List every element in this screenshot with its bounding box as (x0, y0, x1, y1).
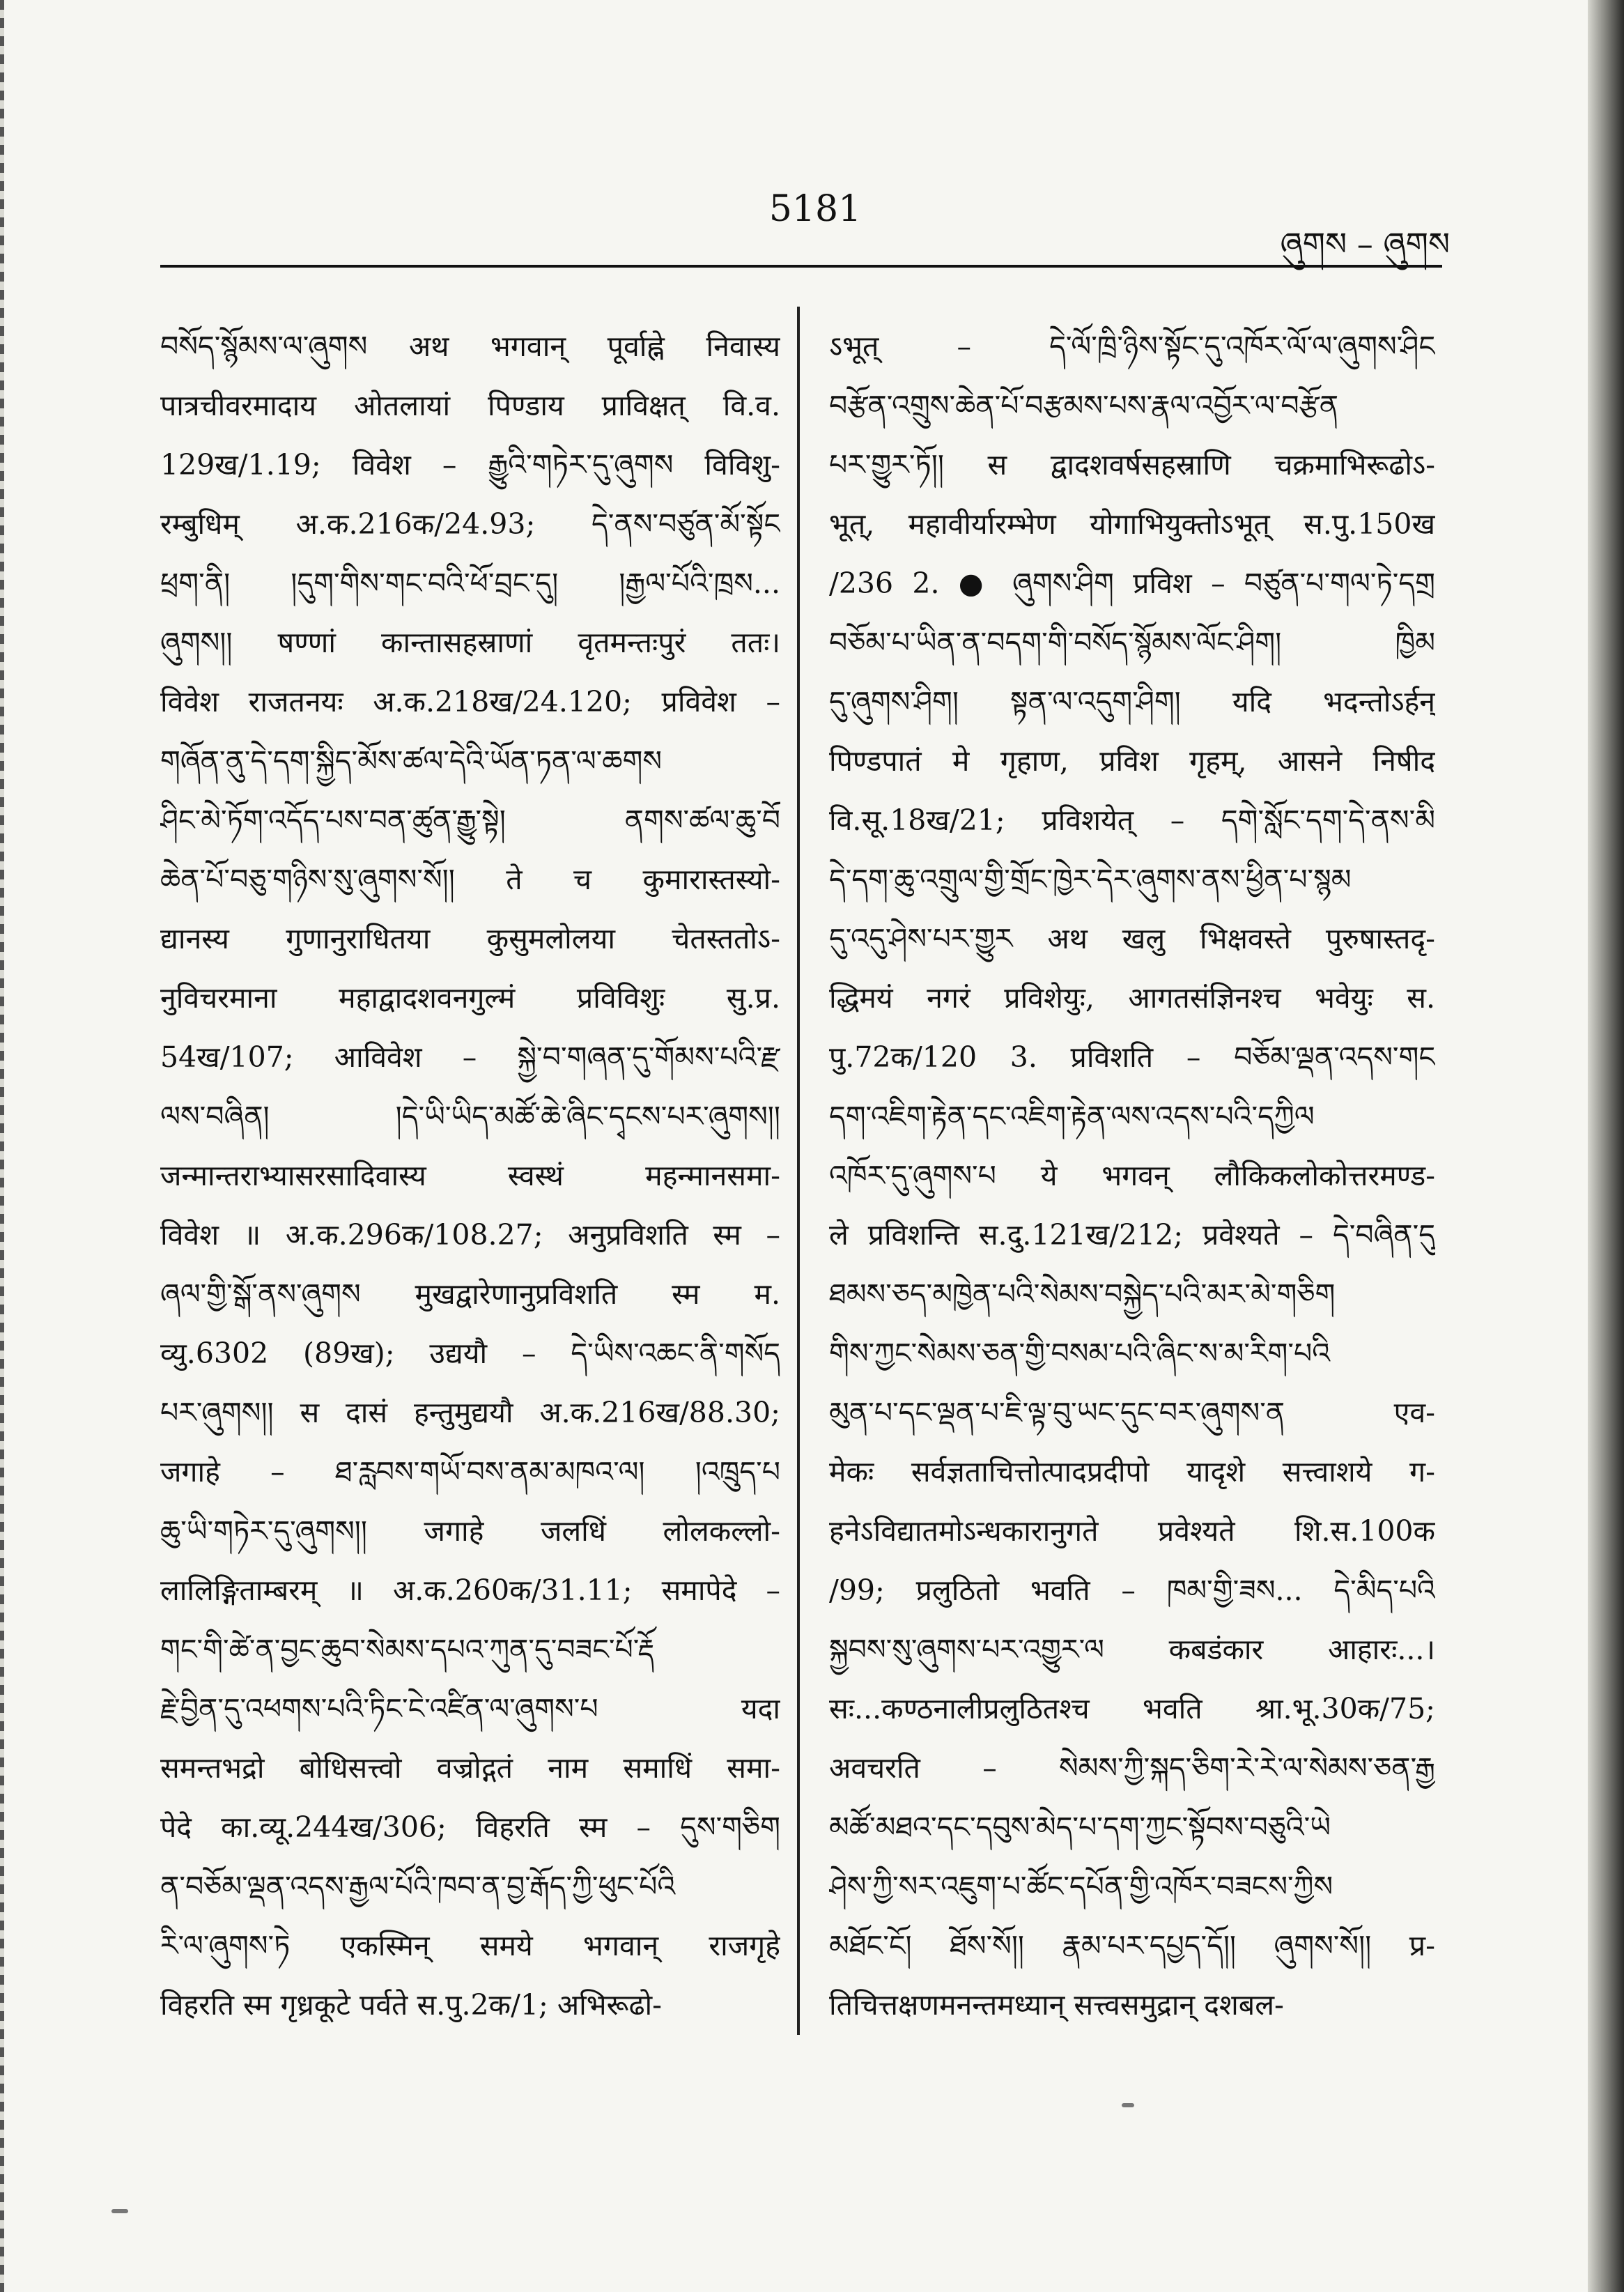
text-line: པར་གྱུར་ཏོ།། स द्वादशवर्षसहस्राणि चक्रमाभिरूढोऽ- (829, 448, 1435, 482)
text-line: लालिङ्गिताम्बरम् ॥ अ.क.260क/31.11; समापेदे – (160, 1574, 780, 1607)
text-line: जन्मान्तराभ्यासरसादिवास्य स्वस्थं महन्मानसमा- (160, 1159, 780, 1192)
text-line: ཆེན་པོ་བཅུ་གཉིས་སུ་ཞུགས་སོ།། ते च कुमारास्तस्यो- (160, 863, 780, 896)
text-line: मेकः सर्वज्ञताचित्तोत्पादप्रदीपो यादृशे सत्त्वाशये ग- (829, 1455, 1435, 1489)
running-head: ཞུགས – ཞུགས (1280, 225, 1450, 263)
text-line: पिण्डपातं मे गृहाण, प्रविश गृहम्, आसने निषीद (829, 744, 1435, 778)
text-line: वि.सू.18ख/21; प्रविशयेत् – དགེ་སློང་དག་དེ་ནས་མི (829, 803, 1435, 837)
scan-left-edge (0, 0, 4, 2292)
text-line: समन्तभद्रो बोधिसत्त्वो वज्रोद्गतं नाम समाधिं समा- (160, 1751, 780, 1785)
text-line: བཅོམ་པ་ཡིན་ན་བདག་གི་བསོད་སྙོམས་ལོང་ཤིག། ཁྱིམ (829, 626, 1435, 659)
right-column (829, 317, 1435, 2035)
text-line: ऽभूत् – དེ་ལོ་ཁྲི་ཉིས་སྟོང་དུ་འཁོར་ལོ་ལ་ཞུགས་ཤིང (829, 330, 1435, 363)
text-line: རི་ལ་ཞུགས་ཏེ एकस्मिन् समये भगवान् राजगृहे (160, 1929, 780, 1962)
text-line: ཕྲག་ནི། །དུག་གིས་གང་བའི་ཕོ་བྲང་དུ། །རྒྱལ་པོའི་ཁྲས... (160, 567, 780, 600)
text-line: पात्रचीवरमादाय ओतलायां पिण्डाय प्राविक्षत् वि.व. (160, 389, 780, 422)
text-line: ཐམས་ཅད་མཁྱེན་པའི་སེམས་བསྐྱེད་པའི་མར་མེ་གཅིག (829, 1277, 1336, 1311)
left-column (160, 317, 780, 2035)
text-line: འཁོར་དུ་ཞུགས་པ ये भगवन् लौकिकलोकोत्तरमण्ड- (829, 1159, 1435, 1192)
text-line: དུ་འདུ་ཤེས་པར་གྱུར अथ खलु भिक्षवस्ते पुरुषास्तदृ- (829, 922, 1435, 955)
text-line: 129ख/1.19; विवेश – རྒྱུའི་གཏེར་དུ་ཞུགས विविशु- (160, 448, 780, 482)
scan-mark (1122, 2103, 1134, 2107)
text-line: མུན་པ་དང་ལྡན་པ་ཇི་ལྟ་བུ་ཡང་དུང་བར་ཞུགས་ན एव- (829, 1396, 1435, 1429)
text-line: पु.72क/120 3. प्रविशति – བཅོམ་ལྡན་འདས་གང (829, 1040, 1435, 1074)
text-line: विवेश राजतनयः अ.क.218ख/24.120; प्रविवेश – (160, 685, 780, 718)
text-line: མཐོང་ངོ། ཐོས་སོ།། རྣམ་པར་དཔྱད་དོ།། ཞུགས་སོ།། प्र- (829, 1929, 1435, 1962)
text-line: ལས་བཞིན། །དེ་ཡི་ཡིད་མཚོ་ཆེ་ཞིང་དྭངས་པར་ཞུགས།། (160, 1100, 780, 1133)
header-rule (160, 265, 1442, 268)
text-line: विहरति स्म गृध्रकूटे पर्वते स.पु.2क/1; अभिरूढो- (160, 1988, 663, 2022)
text-line: ཞུགས།། षण्णां कान्तासहस्राणां वृतमन्तःपुरं ततः। (160, 626, 780, 659)
text-line: व्यु.6302 (89ख); उद्ययौ – དེ་ཡིས་འཆང་ནི་གསོད (160, 1337, 780, 1370)
text-line: མཚོ་མཐའ་དང་དབུས་མེད་པ་དག་ཀྱང་སྟོབས་བཅུའི་ཡེ (829, 1810, 1331, 1844)
text-line: हनेऽविद्यातमोऽन्धकारानुगते प्रवेश्यते शि.स.100क (829, 1514, 1435, 1548)
text-line: सः...कण्ठनालीप्रलुठितश्च भवति श्रा.भू.30क/75; (829, 1692, 1435, 1725)
text-line: रम्बुधिम् अ.क.216क/24.93; དེ་ནས་བཙུན་མོ་སྟོང (160, 507, 780, 541)
text-line: རྗེ་བྱིན་དུ་འཕགས་པའི་ཏིང་ངེ་འཛིན་ལ་ཞུགས་པ यदा (160, 1692, 780, 1725)
book-spine-shadow (1588, 0, 1624, 2292)
text-line: अवचरति – སེམས་ཀྱི་སྐད་ཅིག་རེ་རེ་ལ་སེམས་ཅན་རྒྱ (829, 1751, 1435, 1785)
text-line: གང་གི་ཚེ་ན་བྱང་ཆུབ་སེམས་དཔའ་ཀུན་དུ་བཟང་པོ་རྡོ (160, 1633, 655, 1666)
text-line: བསོད་སྙོམས་ལ་ཞུགས अथ भगवान् पूर्वाह्ने निवास्य (160, 330, 780, 363)
text-line: ཞལ་གྱི་སྒོ་ནས་ཞུགས मुखद्वारेणानुप्रविशति स्म म. (160, 1277, 780, 1311)
text-line: གིས་ཀྱང་སེམས་ཅན་གྱི་བསམ་པའི་ཞིང་ས་མ་རིག་པའི (829, 1337, 1331, 1370)
text-line: ན་བཅོམ་ལྡན་འདས་རྒྱལ་པོའི་ཁབ་ན་བྱ་རྒོད་ཀྱི་ཕུང་པོའི (160, 1870, 676, 1903)
column-divider (797, 307, 800, 2035)
text-line: དུ་ཞུགས་ཤིག། སྟན་ལ་འདུག་ཤིག། यदि भदन्तोऽर्हन् (829, 685, 1435, 718)
text-line: གཞོན་ནུ་དེ་དག་སྐྱིད་མོས་ཚལ་དེའི་ཡོན་ཏན་ལ་ཆགས (160, 744, 663, 778)
text-line: 54ख/107; आविवेश – སྐྱེ་བ་གཞན་དུ་གོམས་པའི་རྫ (160, 1040, 780, 1074)
text-line: ཤིང་མེ་ཏོག་འདོད་པས་བན་ཚུན་རྒྱུ་སྟེ། ནགས་ཚལ་ཆུ་བོ (160, 803, 780, 837)
scan-mark (111, 2209, 128, 2213)
text-line: भूत्, महावीर्यारम्भेण योगाभियुक्तोऽभूत् स.पु.150ख (829, 507, 1435, 541)
text-line: द्धिमयं नगरं प्रविशेयुः, आगतसंज्ञिनश्च भवेयुः स. (829, 981, 1435, 1015)
text-line: སྐྱབས་སུ་ཞུགས་པར་འགྱུར་ལ कबडंकार आहारः...। (829, 1633, 1435, 1666)
text-line: जगाहे – ཐ་རླབས་གཡོ་བས་ནམ་མཁའ་ལ། །འཁྲུད་པ (160, 1455, 780, 1489)
text-line: नुविचरमाना महाद्वादशवनगुल्मं प्रविविशुः सु.प्र. (160, 981, 780, 1015)
page-number: 5181 (768, 188, 862, 230)
text-line: /99; प्रलुठितो भवति – ཁམ་གྱི་ཟས... དེ་མིད་པའི (829, 1574, 1435, 1607)
text-line: དག་འཇིག་རྟེན་དང་འཇིག་རྟེན་ལས་འདས་པའི་དཀྱིལ (829, 1100, 1315, 1133)
text-line: पेदे का.व्यू.244ख/306; विहरति स्म – དུས་གཅིག (160, 1810, 780, 1844)
text-line: ཤེས་ཀྱི་སར་འཇུག་པ་ཚོང་དཔོན་གྱི་འཁོར་བཟངས་ཀྱིས (829, 1870, 1333, 1903)
text-line: ཆུ་ཡི་གཏེར་དུ་ཞུགས།། जगाहे जलधिं लोलकल्लो- (160, 1514, 780, 1548)
text-line: བརྩོན་འགྲུས་ཆེན་པོ་བརྩམས་པས་རྣལ་འབྱོར་ལ་བརྩོན (829, 389, 1339, 422)
text-line: /236 2. ● ཞུགས་ཤིག प्रविश – བཙུན་པ་གལ་ཏེ་དགྲ (829, 567, 1435, 600)
text-line: विवेश ॥ अ.क.296क/108.27; अनुप्रविशति स्म – (160, 1218, 780, 1252)
text-line: པར་ཞུགས།། स दासं हन्तुमुद्ययौ अ.क.216ख/88.30; (160, 1396, 780, 1429)
text-line: དེ་དག་ཆུ་འགྲུལ་གྱི་གྲོང་ཁྱེར་དེར་ཞུགས་ནས་ཕྱིན་པ་སྙམ (829, 863, 1352, 896)
text-line: ले प्रविशन्ति स.दु.121ख/212; प्रवेश्यते – དེ་བཞིན་དུ (829, 1218, 1435, 1252)
text-line: तिचित्तक्षणमनन्तमध्यान् सत्त्वसमुद्रान् दशबल- (829, 1988, 1284, 2022)
text-line: द्यानस्य गुणानुराधितया कुसुमलोलया चेतस्ततोऽ- (160, 922, 780, 955)
